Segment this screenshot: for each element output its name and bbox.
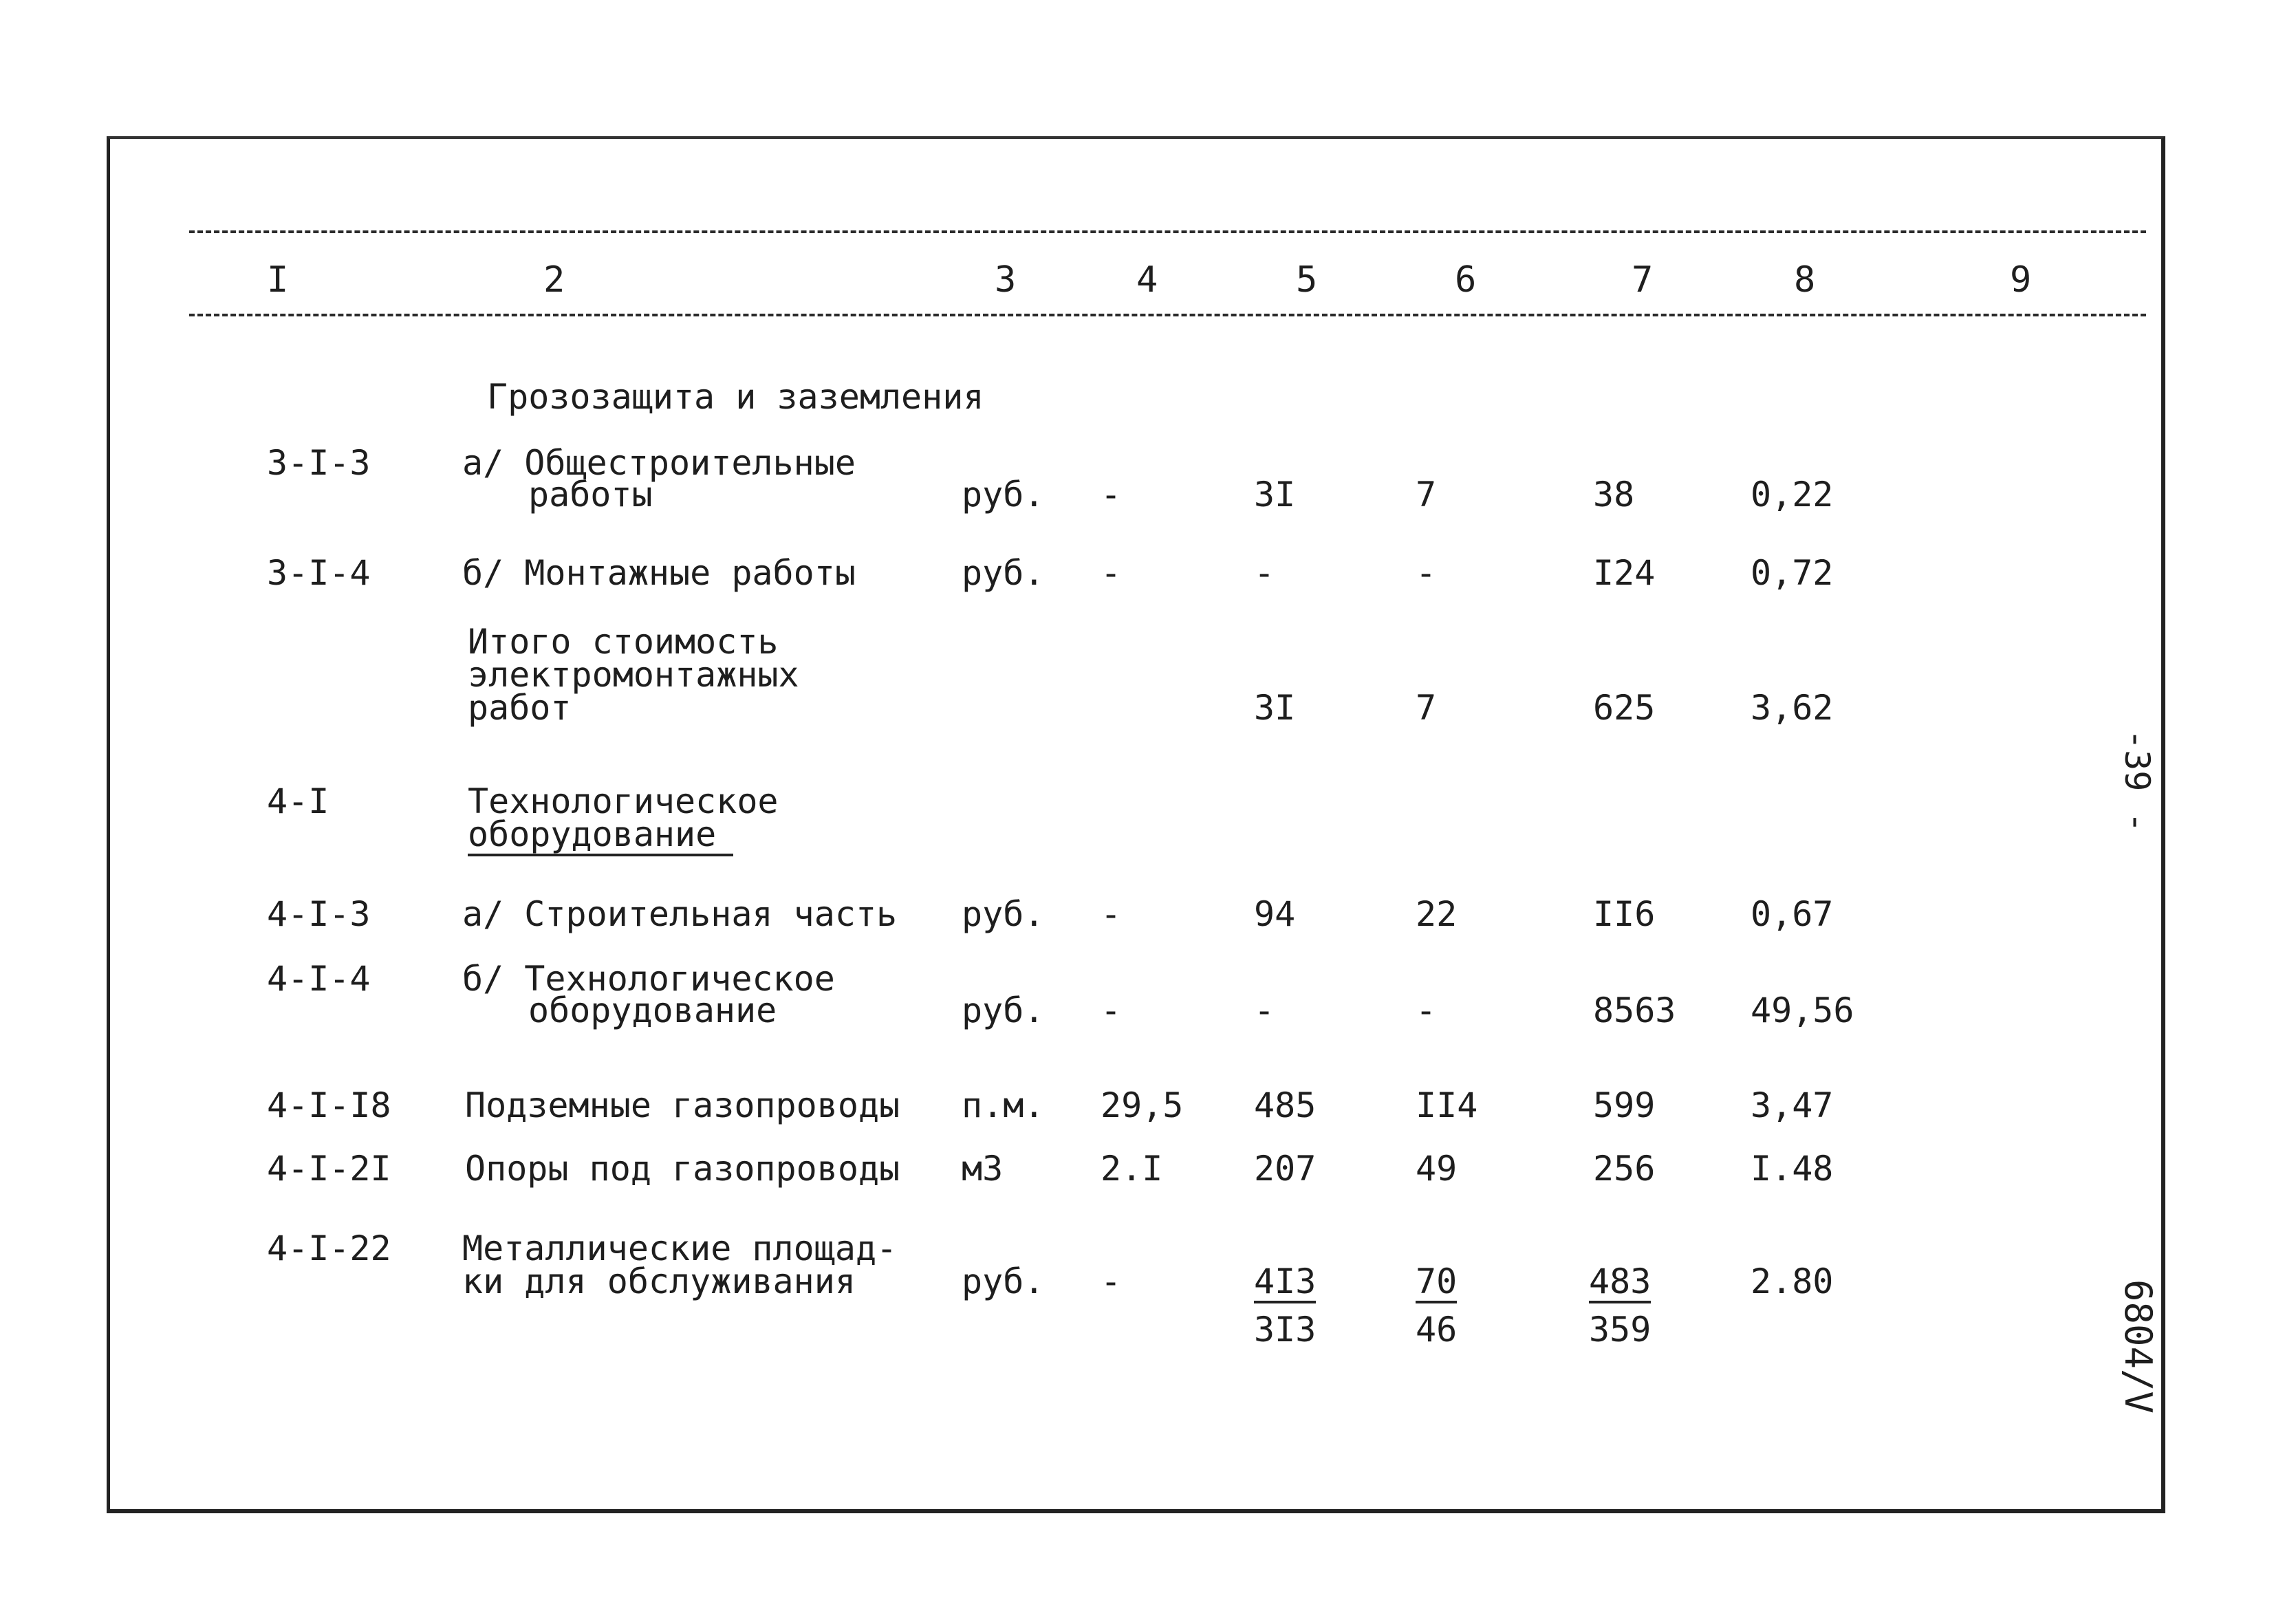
row-code: 4-I: [267, 781, 329, 821]
row-col5: -: [1254, 553, 1275, 593]
header-col-5: 5: [1296, 259, 1318, 301]
row-code: 4-I-2I: [267, 1149, 391, 1189]
row-unit: м3: [962, 1149, 1004, 1189]
row-unit: руб.: [962, 894, 1045, 934]
row-col7: 256: [1593, 1149, 1656, 1189]
row-col6: 7: [1416, 688, 1437, 728]
row-name-line2: электромонтажных: [468, 655, 799, 695]
row-code: 3-I-3: [267, 443, 371, 483]
row-col5-lower: 3I3: [1254, 1310, 1317, 1350]
row-col6: 7: [1416, 475, 1437, 515]
row-col6-lower: 46: [1416, 1310, 1458, 1350]
row-col8: 49,56: [1751, 990, 1854, 1030]
row-col8: I.48: [1751, 1149, 1834, 1189]
row-col7: 38: [1593, 475, 1635, 515]
section-title: Грозозащита и заземления: [487, 377, 984, 417]
row-name-line1: Опоры под газопроводы: [465, 1149, 900, 1189]
row-name-line1: Подземные газопроводы: [465, 1085, 900, 1125]
row-col6: 49: [1416, 1149, 1458, 1189]
row-col8: 0,67: [1751, 894, 1834, 934]
row-unit: руб.: [962, 475, 1045, 515]
row-col7: 483: [1589, 1264, 1651, 1303]
document-number: 6804/V: [2116, 1279, 2160, 1414]
row-col6: -: [1416, 553, 1437, 593]
row-code: 4-I-3: [267, 894, 371, 934]
header-top-rule: [189, 230, 2146, 233]
row-name-line2: оборудование: [528, 990, 777, 1030]
row-col8: 0,22: [1751, 475, 1834, 515]
row-col6: II4: [1416, 1085, 1478, 1125]
header-col-6: 6: [1455, 259, 1477, 301]
row-col6: -: [1416, 990, 1437, 1030]
row-col8: 2.80: [1751, 1262, 1834, 1301]
row-col7: I24: [1593, 553, 1656, 593]
row-unit: руб.: [962, 553, 1045, 593]
row-col5: 94: [1254, 894, 1296, 934]
row-col4: -: [1101, 553, 1122, 593]
row-name-line2: ки для обслуживания: [462, 1262, 856, 1301]
header-col-4: 4: [1136, 259, 1158, 301]
row-col5: 3I: [1254, 475, 1296, 515]
row-name-line1: б/ Монтажные работы: [462, 553, 856, 593]
header-col-1: I: [267, 259, 289, 301]
row-name-line2: работы: [528, 475, 653, 515]
row-col8: 0,72: [1751, 553, 1834, 593]
row-col4: 29,5: [1101, 1085, 1184, 1125]
row-name-line1: а/ Строительная часть: [462, 894, 898, 934]
row-col7: 8563: [1593, 990, 1676, 1030]
header-col-8: 8: [1794, 259, 1816, 301]
header-col-3: 3: [995, 259, 1017, 301]
row-unit: руб.: [962, 990, 1045, 1030]
page-number: -39 -: [2117, 729, 2157, 833]
row-code: 4-I-22: [267, 1228, 391, 1268]
row-code: 3-I-4: [267, 553, 371, 593]
header-col-2: 2: [543, 259, 565, 301]
header-col-7: 7: [1632, 259, 1654, 301]
row-name-line1: Металлические площад-: [462, 1228, 898, 1268]
row-name-line1: а/ Общестроительные: [462, 443, 856, 483]
row-col5: 207: [1254, 1149, 1317, 1189]
row-name-line1: Итого стоимость: [468, 622, 779, 662]
row-col7: 599: [1593, 1085, 1656, 1125]
row-col4: -: [1101, 894, 1122, 934]
row-col5: -: [1254, 990, 1275, 1030]
row-col7-lower: 359: [1589, 1310, 1652, 1350]
row-col6: 22: [1416, 894, 1458, 934]
row-name-line2: оборудование: [468, 817, 733, 856]
page-frame: [107, 136, 2165, 1513]
row-col4: -: [1101, 990, 1122, 1030]
row-col7: II6: [1593, 894, 1656, 934]
row-col8: 3,47: [1751, 1085, 1834, 1125]
row-col6: 70: [1416, 1264, 1457, 1303]
row-col7: 625: [1593, 688, 1656, 728]
row-name-line3: работ: [468, 688, 572, 728]
row-unit: п.м.: [962, 1085, 1045, 1125]
row-col4: -: [1101, 475, 1122, 515]
header-col-9: 9: [2010, 259, 2032, 301]
row-code: 4-I-I8: [267, 1085, 391, 1125]
row-col5: 4I3: [1254, 1264, 1316, 1303]
row-col5: 485: [1254, 1085, 1317, 1125]
row-name-line1: б/ Технологическое: [462, 959, 835, 999]
row-col5: 3I: [1254, 688, 1296, 728]
row-name-line1: Технологическое: [468, 781, 779, 821]
row-col4: -: [1101, 1262, 1122, 1301]
row-col4: 2.I: [1101, 1149, 1163, 1189]
row-col8: 3,62: [1751, 688, 1834, 728]
row-unit: руб.: [962, 1262, 1045, 1301]
row-code: 4-I-4: [267, 959, 371, 999]
header-bottom-rule: [189, 314, 2146, 316]
